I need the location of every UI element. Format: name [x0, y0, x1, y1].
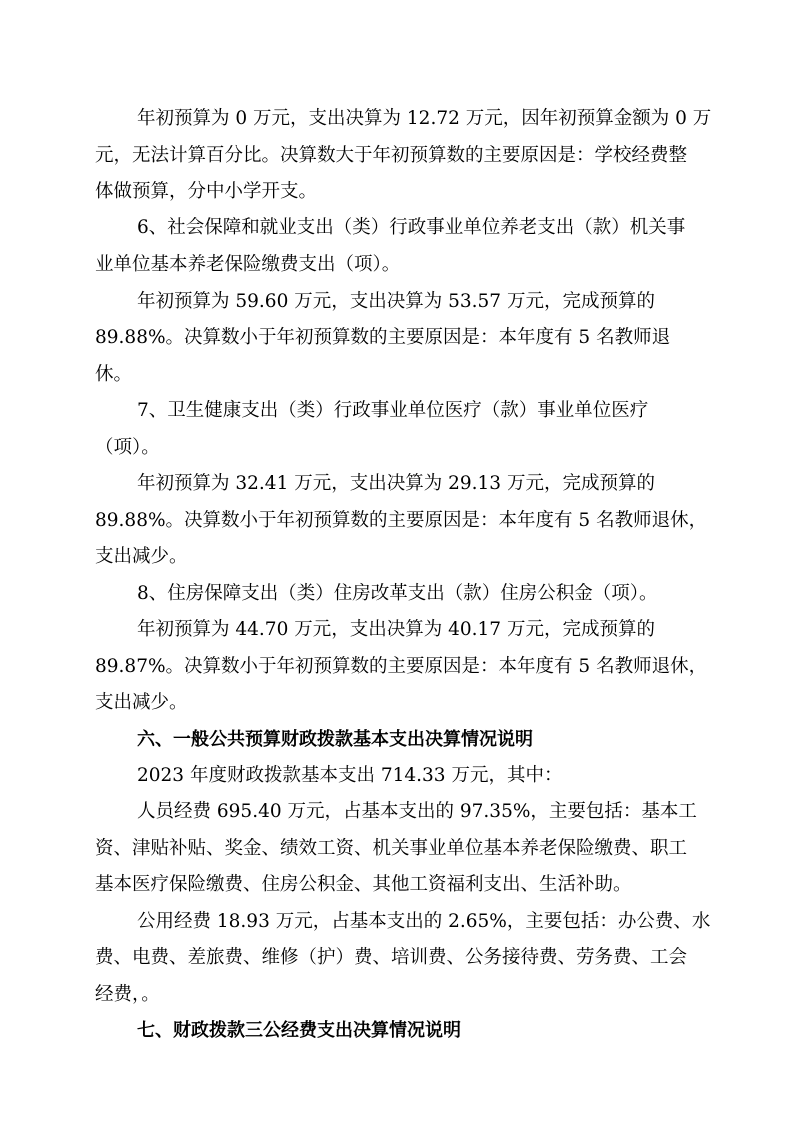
item-heading-line: 7、卫生健康支出（类）行政事业单位医疗（款）事业单位医疗 [137, 400, 649, 421]
paragraph-line: 2023 年度财政拨款基本支出 714.33 万元，其中： [137, 765, 563, 786]
paragraph-line: 公用经费 18.93 万元，占基本支出的 2.65%，主要包括：办公费、水 [137, 911, 711, 932]
item-heading-line: 业单位基本养老保险缴费支出（项）。 [95, 254, 401, 275]
paragraph-line: 资、津贴补贴、奖金、绩效工资、机关事业单位基本养老保险缴费、职工 [95, 838, 688, 859]
paragraph-line: 年初预算为 44.70 万元，支出决算为 40.17 万元，完成预算的 [137, 619, 655, 640]
item-heading-line: （项）。 [95, 437, 160, 458]
paragraph-line: 89.88%。决算数小于年初预算数的主要原因是：本年度有 5 名教师退休， [95, 510, 708, 531]
paragraph-line: 支出减少。 [95, 546, 188, 567]
paragraph-line: 体做预算，分中小学开支。 [95, 181, 318, 202]
paragraph-line: 基本医疗保险缴费、住房公积金、其他工资福利支出、生活补助。 [95, 874, 632, 895]
item-heading-line: 8、住房保障支出（类）住房改革支出（款）住房公积金（项）。 [137, 583, 658, 604]
item-heading-line: 6、社会保障和就业支出（类）行政事业单位养老支出（款）机关事 [137, 217, 686, 238]
paragraph-line: 89.87%。决算数小于年初预算数的主要原因是：本年度有 5 名教师退休， [95, 656, 708, 677]
paragraph-line: 89.88%。决算数小于年初预算数的主要原因是：本年度有 5 名教师退 [95, 327, 671, 348]
paragraph-line: 经费，。 [95, 984, 160, 1005]
paragraph-line: 费、电费、差旅费、维修（护）费、培训费、公务接待费、劳务费、工会 [95, 947, 688, 968]
paragraph-line: 年初预算为 0 万元，支出决算为 12.72 万元，因年初预算金额为 0 万 [137, 108, 712, 129]
paragraph-line: 年初预算为 32.41 万元，支出决算为 29.13 万元，完成预算的 [137, 473, 655, 494]
paragraph-line: 休。 [95, 364, 133, 385]
paragraph-line: 支出减少。 [95, 692, 188, 713]
paragraph-line: 人员经费 695.40 万元，占基本支出的 97.35%，主要包括：基本工 [137, 801, 697, 822]
section-heading: 七、财政拨款三公经费支出决算情况说明 [137, 1020, 461, 1041]
paragraph-line: 元，无法计算百分比。决算数大于年初预算数的主要原因是：学校经费整 [95, 145, 688, 166]
paragraph-line: 年初预算为 59.60 万元，支出决算为 53.57 万元，完成预算的 [137, 291, 655, 312]
section-heading: 六、一般公共预算财政拨款基本支出决算情况说明 [137, 729, 533, 750]
